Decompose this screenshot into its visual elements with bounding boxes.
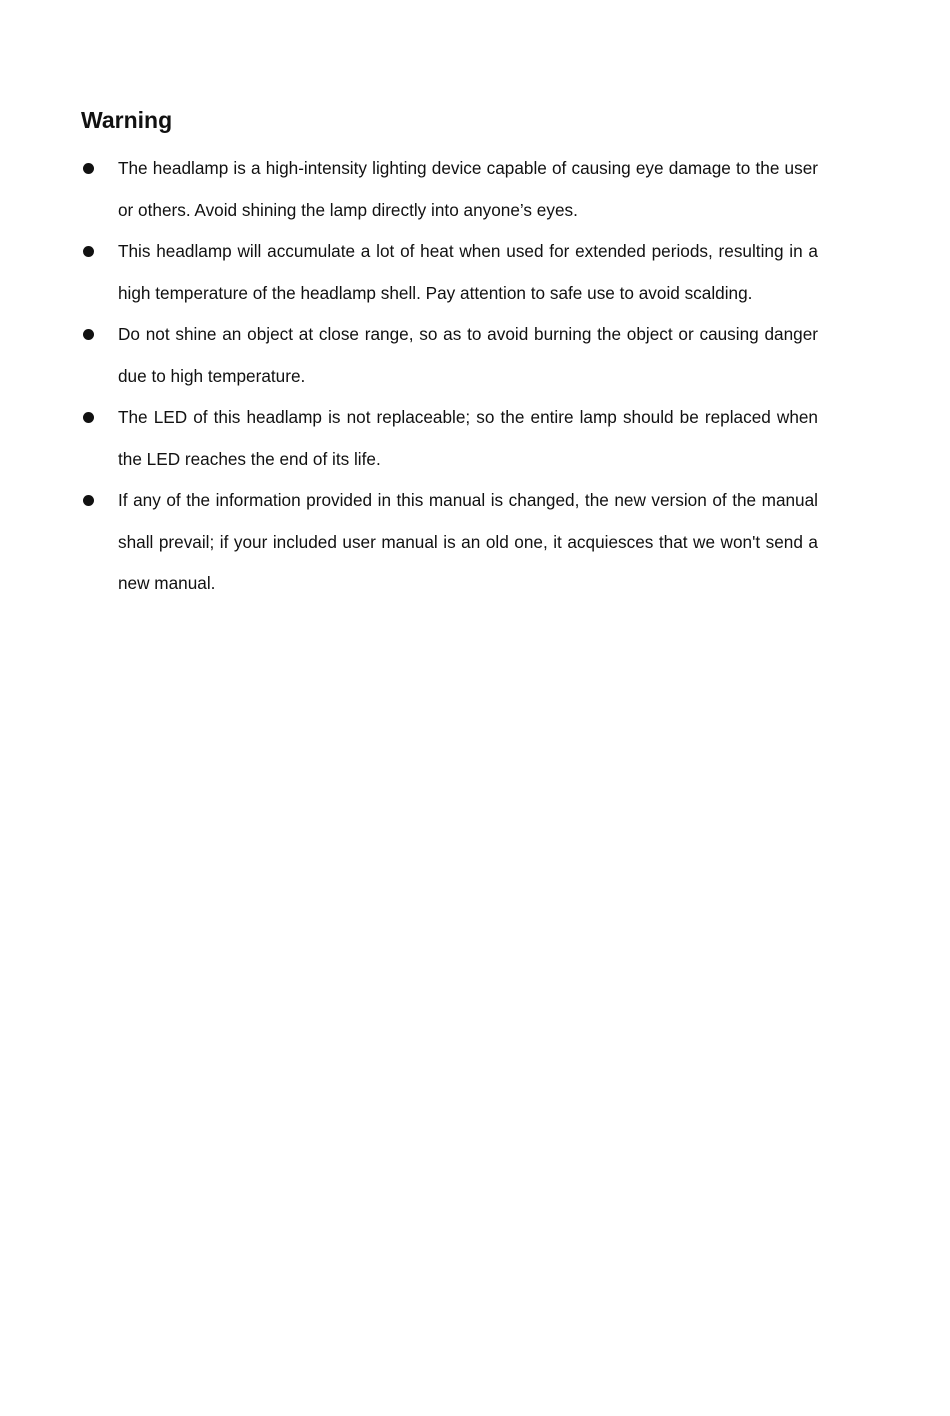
bullet-icon [83, 163, 94, 174]
list-item-text: The headlamp is a high-intensity lighting device capable of causing eye damage to the user or others. Avoid shining the lamp directly into anyone’s eyes. [118, 158, 818, 220]
list-item-text: The LED of this headlamp is not replaceable; so the entire lamp should be replaced when the LED reaches the end of its life. [118, 407, 818, 469]
warning-list [81, 148, 818, 605]
list-item [81, 148, 818, 231]
list-item [81, 314, 818, 397]
bullet-icon [83, 246, 94, 257]
list-item-text: This headlamp will accumulate a lot of heat when used for extended periods, resulting in a high temperature of the headlamp shell. Pay attention to safe use to avoid scalding. [118, 241, 818, 303]
list-item [81, 231, 818, 314]
bullet-icon [83, 412, 94, 423]
list-item-text: If any of the information provided in this manual is changed, the new version of the manual shall prevail; if your included user manual is an old one, it acquiesces that we won't send a new manual. [118, 490, 818, 593]
list-item [81, 397, 818, 480]
page-title: Warning [81, 107, 173, 133]
list-item [81, 480, 818, 605]
bullet-icon [83, 329, 94, 340]
list-item-text: Do not shine an object at close range, so as to avoid burning the object or causing danger due to high temperature. [118, 324, 818, 386]
bullet-icon [83, 495, 94, 506]
